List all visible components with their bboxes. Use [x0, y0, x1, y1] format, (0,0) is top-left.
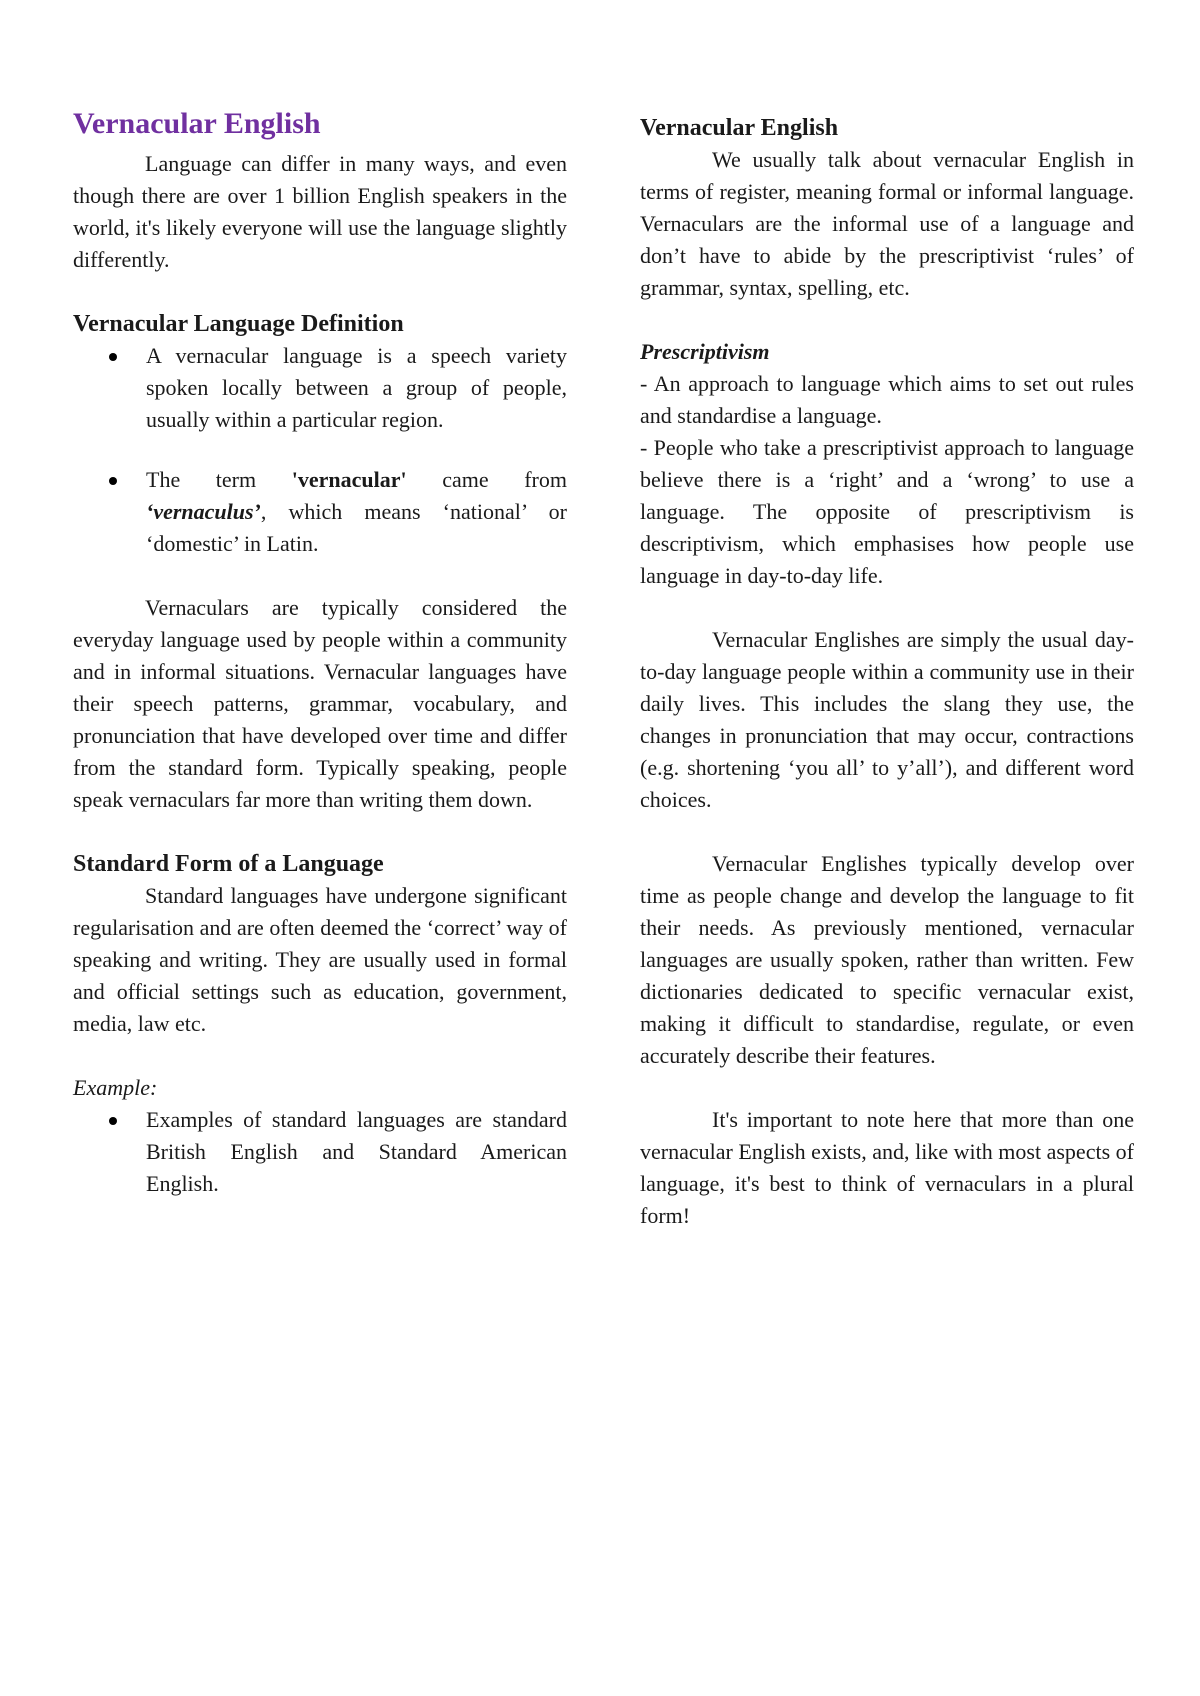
document-title: Vernacular English	[73, 107, 321, 140]
list-item: The term 'vernacular' came from ‘vernaculus’, which means ‘national’ or ‘domestic’ in Latin.	[73, 464, 567, 560]
intro-paragraph: Language can differ in many ways, and even though there are over 1 billion English speakers in the world, it's likely everyone will use the language slightly differently.	[73, 151, 567, 272]
right-column	[640, 100, 1134, 1232]
standard-paragraph: Standard languages have undergone significant regularisation and are often deemed the ‘correct’ way of speaking and writing. They are usually used in formal and official settings such as education, government, media, law etc.	[73, 883, 567, 1036]
term-vernaculus: ‘vernaculus’	[146, 499, 261, 524]
englishes-paragraph-2: Vernacular Englishes typically develop over time as people change and develop the language to fit their needs. As previously mentioned, vernacular languages are usually spoken, rather than written. Few dictionaries dedicated to specific vernacular exist, making it difficult to standardise, regulate, or even accurately describe their features.	[640, 851, 1134, 1068]
vernacular-english-heading: Vernacular English	[640, 115, 839, 141]
prescriptivism-explanation: - People who take a prescriptivist approach to language believe there is a ‘right’ and a ‘wrong’ to use a language. The opposite of prescriptivism is descriptivism, which emphasises how people use language in day-to-day life.	[640, 435, 1134, 588]
example-list	[73, 1104, 567, 1200]
list-item: Examples of standard languages are standard British English and Standard American English.	[73, 1104, 567, 1200]
prescriptivism-definition: - An approach to language which aims to set out rules and standardise a language.	[640, 371, 1134, 428]
vernaculars-paragraph: Vernaculars are typically considered the everyday language used by people within a community and in informal situations. Vernacular languages have their speech patterns, grammar, vocabulary, and pronunciation that have developed over time and differ from the standard form. Typically speaking, people speak vernaculars far more than writing them down.	[73, 595, 567, 812]
bullet-icon	[109, 1117, 117, 1125]
definition-list	[73, 340, 567, 560]
example-label: Example:	[73, 1075, 158, 1100]
closing-paragraph: It's important to note here that more than one vernacular English exists, and, like with most aspects of language, it's best to think of vernaculars in a plural form!	[640, 1107, 1134, 1228]
prescriptivism-label: Prescriptivism	[640, 339, 770, 364]
bullet-icon	[109, 477, 117, 485]
left-column	[73, 100, 567, 1200]
definition-heading: Vernacular Language Definition	[73, 311, 404, 337]
register-paragraph: We usually talk about vernacular English in terms of register, meaning formal or informal language. Vernaculars are the informal use of a language and don’t have to abide by the prescriptivist ‘rules’ of grammar, syntax, spelling, etc.	[640, 147, 1134, 300]
bullet-icon	[109, 353, 117, 361]
standard-form-heading: Standard Form of a Language	[73, 851, 384, 877]
term-vernacular: 'vernacular'	[291, 467, 407, 492]
list-item: A vernacular language is a speech variety spoken locally between a group of people, usually within a particular region.	[73, 340, 567, 436]
englishes-paragraph-1: Vernacular Englishes are simply the usual day-to-day language people within a community use in their daily lives. This includes the slang they use, the changes in pronunciation that may occur, contractions (e.g. shortening ‘you all’ to y’all’), and different word choices.	[640, 627, 1134, 812]
